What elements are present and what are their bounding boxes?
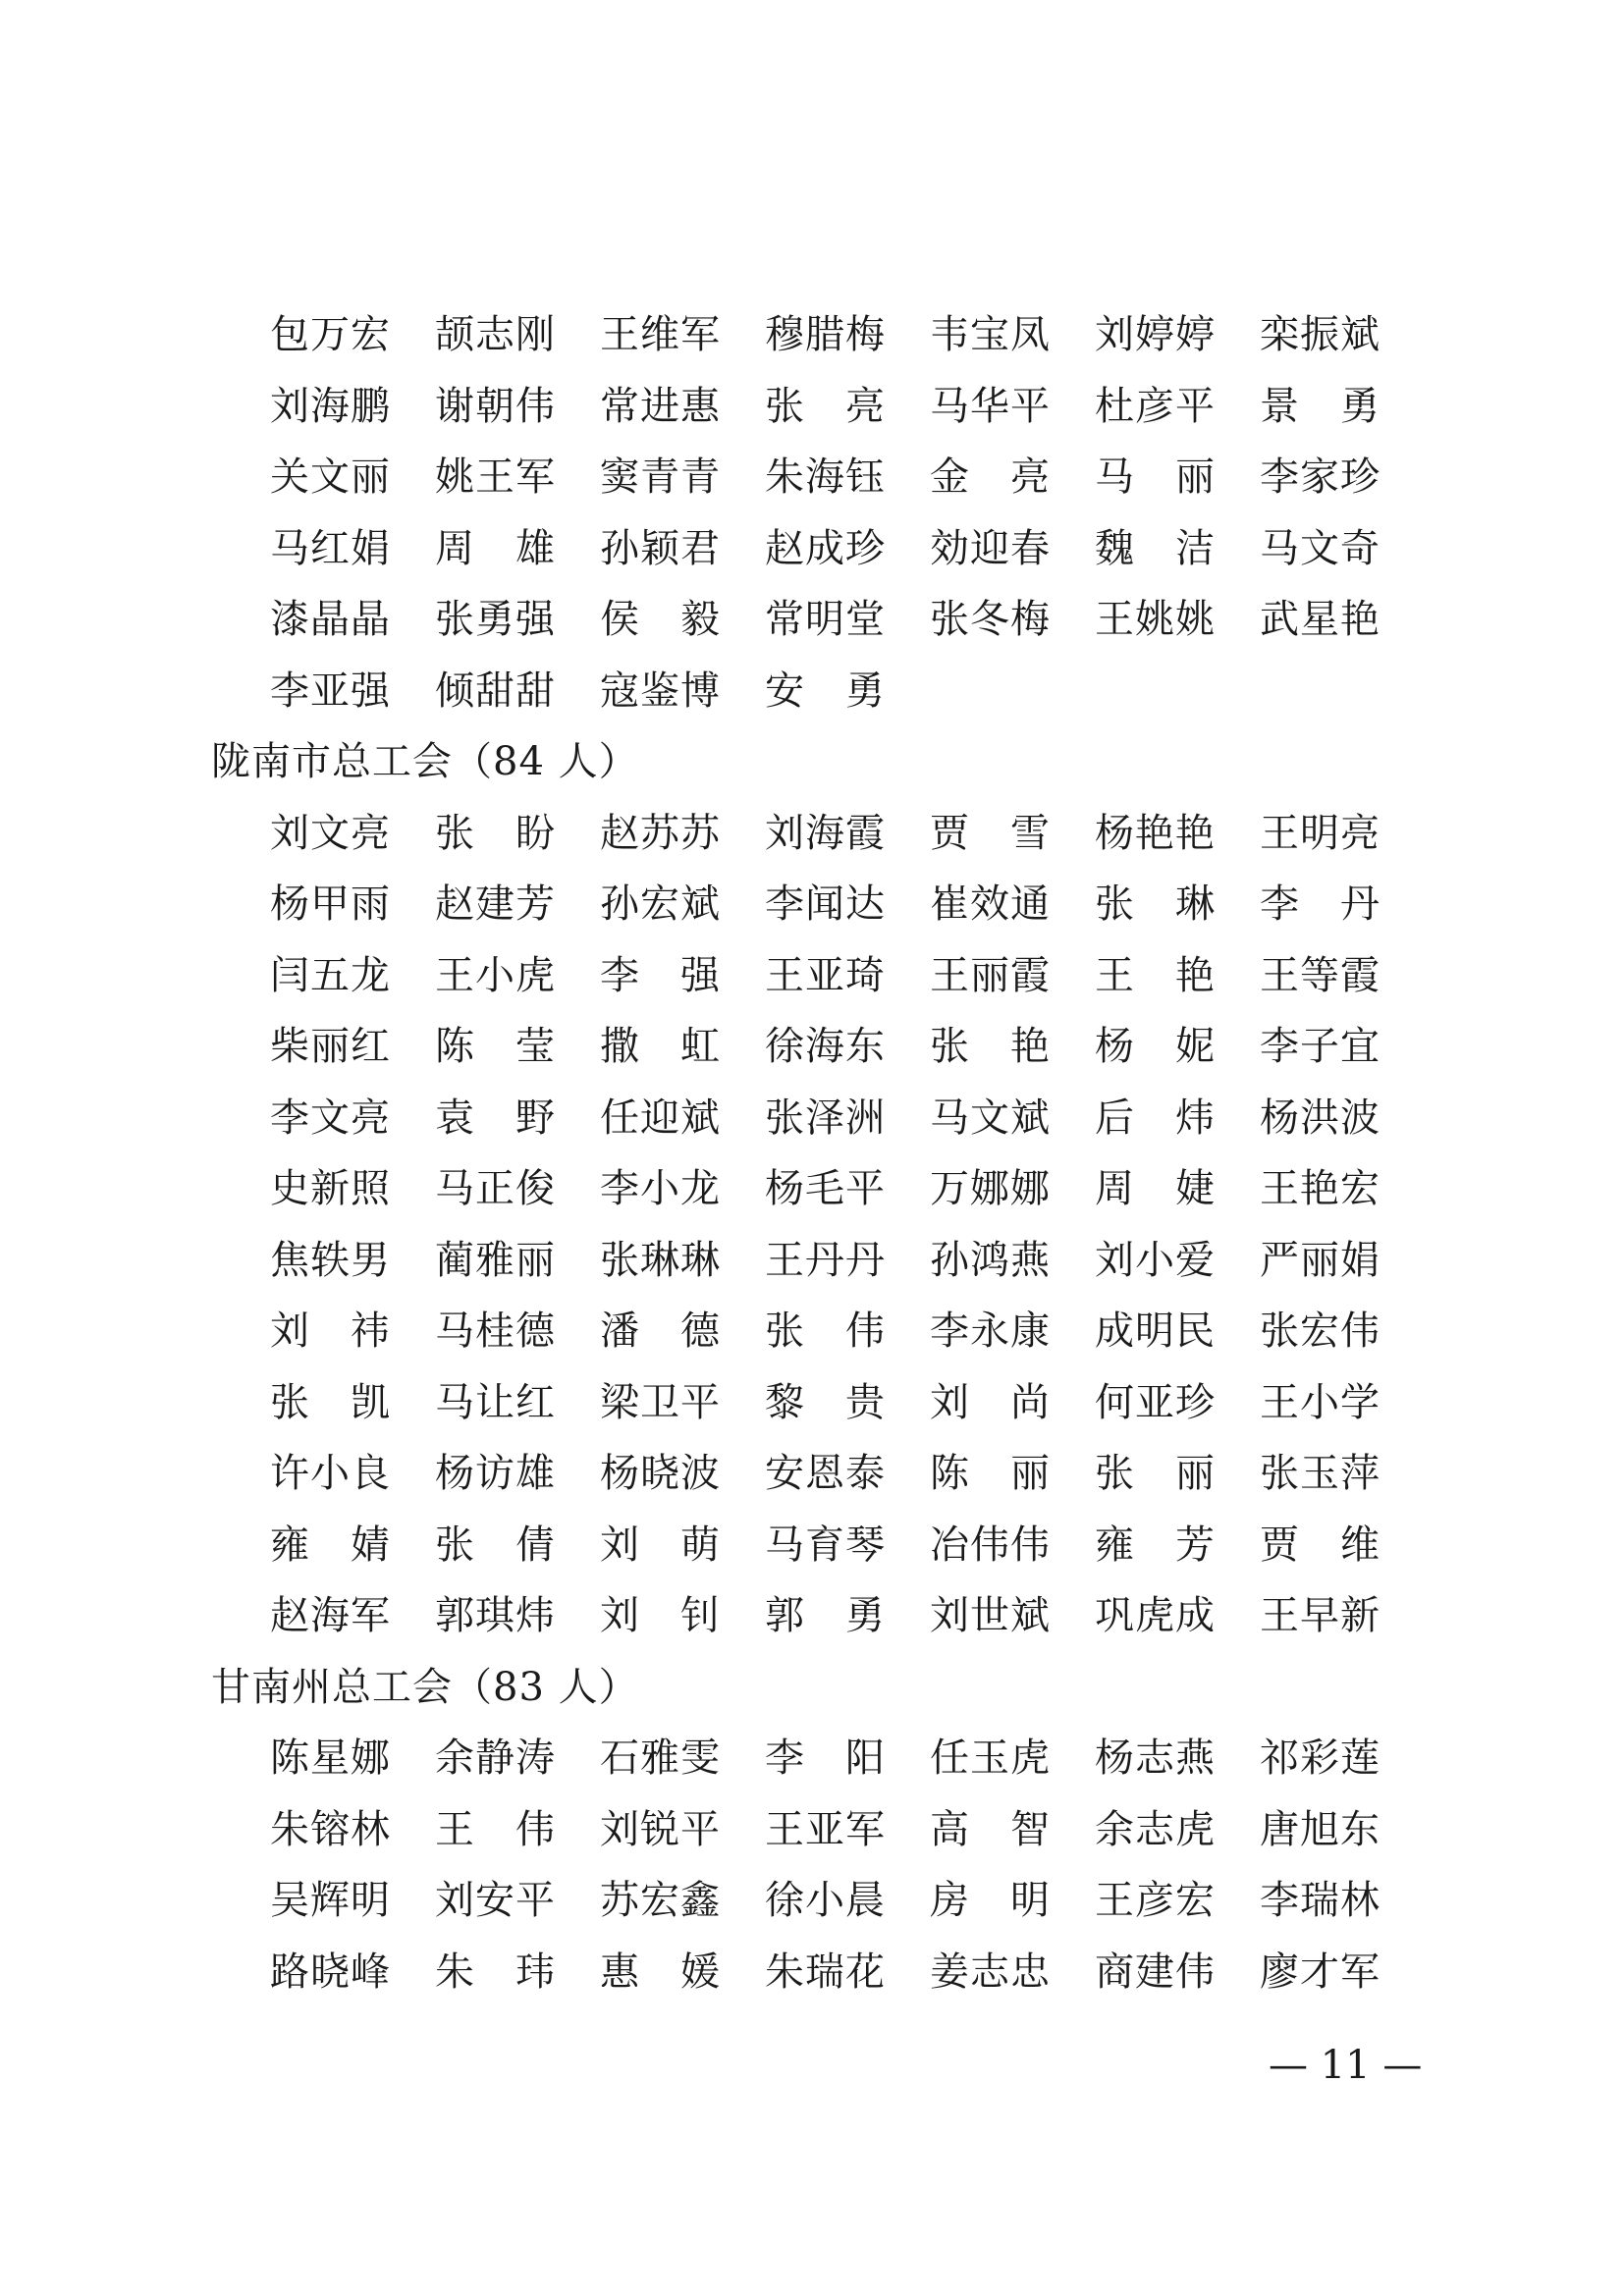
person-name: 王艳宏: [1260, 1166, 1380, 1212]
person-name: 刘海鹏: [270, 383, 391, 429]
person-name: 李瑞林: [1260, 1878, 1380, 1924]
person-name: 张 亮: [765, 383, 886, 429]
person-name: 包万宏: [270, 312, 391, 358]
person-name: 李 丹: [1260, 881, 1380, 928]
person-name: 姜志忠: [930, 1949, 1051, 1995]
person-name: 韦宝凤: [930, 312, 1051, 358]
person-name: 张琳琳: [600, 1237, 721, 1283]
person-name: 马桂德: [435, 1308, 556, 1355]
section-heading: 陇南市总工会（84 人）: [211, 739, 639, 785]
person-name: 効迎春: [930, 525, 1051, 571]
person-name: 张勇强: [435, 597, 556, 643]
person-name: 许小良: [270, 1451, 391, 1497]
person-name: 杨艳艳: [1095, 810, 1216, 856]
person-name: 贾 雪: [930, 810, 1051, 856]
name-row: [270, 1510, 1419, 1581]
person-name: 房 明: [930, 1878, 1051, 1924]
name-row: [270, 442, 1419, 513]
person-name: 梁卫平: [600, 1379, 721, 1425]
person-name: 倾甜甜: [435, 667, 556, 714]
name-row: [270, 513, 1419, 585]
person-name: 李永康: [930, 1308, 1051, 1355]
person-name: 王丽霞: [930, 952, 1051, 998]
person-name: 杨访雄: [435, 1451, 556, 1497]
person-name: 巩虎成: [1095, 1593, 1216, 1639]
person-name: 张 琳: [1095, 881, 1216, 928]
person-name: 路晓峰: [270, 1949, 391, 1995]
person-name: 刘 萌: [600, 1522, 721, 1568]
person-name: 李 阳: [765, 1735, 886, 1782]
person-name: 朱瑞花: [765, 1949, 886, 1995]
person-name: 陈 莹: [435, 1024, 556, 1070]
person-name: 严丽娟: [1260, 1237, 1380, 1283]
person-name: 李小龙: [600, 1166, 721, 1212]
person-name: 陈星娜: [270, 1735, 391, 1782]
person-name: 郭琪炜: [435, 1593, 556, 1639]
person-name: 马 丽: [1095, 454, 1216, 501]
person-name: 张 盼: [435, 810, 556, 856]
person-name: 周 婕: [1095, 1166, 1216, 1212]
name-row: [270, 1865, 1419, 1937]
person-name: 李亚强: [270, 667, 391, 714]
name-row: [270, 584, 1419, 656]
person-name: 焦轶男: [270, 1237, 391, 1283]
person-name: 惠 媛: [600, 1949, 721, 1995]
person-name: 安 勇: [765, 667, 886, 714]
person-name: 张 伟: [765, 1308, 886, 1355]
person-name: 周 雄: [435, 525, 556, 571]
person-name: 任玉虎: [930, 1735, 1051, 1782]
person-name: 孙宏斌: [600, 881, 721, 928]
person-name: 后 炜: [1095, 1095, 1216, 1141]
person-name: 闫五龙: [270, 952, 391, 998]
person-name: 杨晓波: [600, 1451, 721, 1497]
person-name: 王姚姚: [1095, 597, 1216, 643]
person-name: 王小学: [1260, 1379, 1380, 1425]
person-name: 王明亮: [1260, 810, 1380, 856]
person-name: 柴丽红: [270, 1024, 391, 1070]
person-name: 刘 尚: [930, 1379, 1051, 1425]
name-row: [270, 940, 1419, 1012]
person-name: 孙鸿燕: [930, 1237, 1051, 1283]
person-name: 马让红: [435, 1379, 556, 1425]
person-name: 马育琴: [765, 1522, 886, 1568]
person-name: 杨志燕: [1095, 1735, 1216, 1782]
name-row: [270, 869, 1419, 940]
name-row: [270, 1367, 1419, 1439]
person-name: 寇鉴博: [600, 667, 721, 714]
person-name: 徐小晨: [765, 1878, 886, 1924]
person-name: 王 艳: [1095, 952, 1216, 998]
person-name: 朱镕林: [270, 1806, 391, 1852]
name-row: [270, 1937, 1419, 2008]
person-name: 何亚珍: [1095, 1379, 1216, 1425]
person-name: 杨毛平: [765, 1166, 886, 1212]
person-name: 陈 丽: [930, 1451, 1051, 1497]
person-name: 马正俊: [435, 1166, 556, 1212]
person-name: 崔效通: [930, 881, 1051, 928]
name-row: [270, 1225, 1419, 1297]
person-name: 李 强: [600, 952, 721, 998]
person-name: 刘海霞: [765, 810, 886, 856]
person-name: 刘 钊: [600, 1593, 721, 1639]
person-name: 赵苏苏: [600, 810, 721, 856]
name-list: [211, 299, 1419, 2007]
person-name: 王 伟: [435, 1806, 556, 1852]
person-name: 刘安平: [435, 1878, 556, 1924]
person-name: 冶伟伟: [930, 1522, 1051, 1568]
person-name: 赵建芳: [435, 881, 556, 928]
person-name: 张宏伟: [1260, 1308, 1380, 1355]
person-name: 王亚琦: [765, 952, 886, 998]
person-name: 张 倩: [435, 1522, 556, 1568]
person-name: 张 凯: [270, 1379, 391, 1425]
person-name: 史新照: [270, 1166, 391, 1212]
section-heading: 甘南州总工会（83 人）: [211, 1664, 639, 1710]
person-name: 刘婷婷: [1095, 312, 1216, 358]
name-row: [270, 1438, 1419, 1510]
person-name: 朱海钰: [765, 454, 886, 501]
person-name: 成明民: [1095, 1308, 1216, 1355]
person-name: 侯 毅: [600, 597, 721, 643]
person-name: 高 智: [930, 1806, 1051, 1852]
person-name: 唐旭东: [1260, 1806, 1380, 1852]
person-name: 赵海军: [270, 1593, 391, 1639]
person-name: 漆晶晶: [270, 597, 391, 643]
name-row: [270, 1794, 1419, 1866]
person-name: 栾振斌: [1260, 312, 1380, 358]
person-name: 马文斌: [930, 1095, 1051, 1141]
person-name: 王维军: [600, 312, 721, 358]
person-name: 常明堂: [765, 597, 886, 643]
person-name: 马华平: [930, 383, 1051, 429]
person-name: 王丹丹: [765, 1237, 886, 1283]
person-name: 金 亮: [930, 454, 1051, 501]
person-name: 杨洪波: [1260, 1095, 1380, 1141]
person-name: 刘文亮: [270, 810, 391, 856]
person-name: 撒 虹: [600, 1024, 721, 1070]
person-name: 苏宏鑫: [600, 1878, 721, 1924]
name-row: [270, 1153, 1419, 1225]
person-name: 张 艳: [930, 1024, 1051, 1070]
person-name: 石雅雯: [600, 1735, 721, 1782]
person-name: 刘世斌: [930, 1593, 1051, 1639]
person-name: 蔺雅丽: [435, 1237, 556, 1283]
name-row: [270, 299, 1419, 371]
person-name: 景 勇: [1260, 383, 1380, 429]
person-name: 潘 德: [600, 1308, 721, 1355]
person-name: 颉志刚: [435, 312, 556, 358]
person-name: 王小虎: [435, 952, 556, 998]
person-name: 李文亮: [270, 1095, 391, 1141]
name-row: [270, 1580, 1419, 1652]
person-name: 余志虎: [1095, 1806, 1216, 1852]
person-name: 商建伟: [1095, 1949, 1216, 1995]
person-name: 袁 野: [435, 1095, 556, 1141]
person-name: 关文丽: [270, 454, 391, 501]
person-name: 刘锐平: [600, 1806, 721, 1852]
person-name: 廖才军: [1260, 1949, 1380, 1995]
person-name: 穆腊梅: [765, 312, 886, 358]
name-row: [270, 1083, 1419, 1154]
person-name: 张 丽: [1095, 1451, 1216, 1497]
person-name: 王早新: [1260, 1593, 1380, 1639]
name-row: [270, 371, 1419, 443]
person-name: 徐海东: [765, 1024, 886, 1070]
page-number: — 11 —: [1269, 2043, 1423, 2088]
person-name: 杨 妮: [1095, 1024, 1216, 1070]
person-name: 余静涛: [435, 1735, 556, 1782]
person-name: 郭 勇: [765, 1593, 886, 1639]
person-name: 常进惠: [600, 383, 721, 429]
name-row: [270, 1011, 1419, 1083]
name-row: [270, 1723, 1419, 1794]
name-row: [270, 1296, 1419, 1367]
person-name: 雍 婧: [270, 1522, 391, 1568]
person-name: 万娜娜: [930, 1166, 1051, 1212]
person-name: 刘 祎: [270, 1308, 391, 1355]
person-name: 刘小爱: [1095, 1237, 1216, 1283]
person-name: 杜彦平: [1095, 383, 1216, 429]
person-name: 马文奇: [1260, 525, 1380, 571]
person-name: 谢朝伟: [435, 383, 556, 429]
person-name: 张冬梅: [930, 597, 1051, 643]
person-name: 杨甲雨: [270, 881, 391, 928]
person-name: 李子宜: [1260, 1024, 1380, 1070]
person-name: 窦青青: [600, 454, 721, 501]
person-name: 李家珍: [1260, 454, 1380, 501]
person-name: 黎 贵: [765, 1379, 886, 1425]
person-name: 马红娟: [270, 525, 391, 571]
person-name: 李闻达: [765, 881, 886, 928]
person-name: 任迎斌: [600, 1095, 721, 1141]
person-name: 贾 维: [1260, 1522, 1380, 1568]
person-name: 张玉萍: [1260, 1451, 1380, 1497]
person-name: 姚王军: [435, 454, 556, 501]
person-name: 武星艳: [1260, 597, 1380, 643]
person-name: 王彦宏: [1095, 1878, 1216, 1924]
person-name: 王亚军: [765, 1806, 886, 1852]
name-row: [270, 798, 1419, 870]
person-name: 赵成珍: [765, 525, 886, 571]
person-name: 朱 玮: [435, 1949, 556, 1995]
person-name: 王等霞: [1260, 952, 1380, 998]
person-name: 张泽洲: [765, 1095, 886, 1141]
person-name: 魏 洁: [1095, 525, 1216, 571]
name-row: [270, 656, 1419, 727]
person-name: 祁彩莲: [1260, 1735, 1380, 1782]
person-name: 雍 芳: [1095, 1522, 1216, 1568]
person-name: 孙颖君: [600, 525, 721, 571]
person-name: 吴辉明: [270, 1878, 391, 1924]
person-name: 安恩泰: [765, 1451, 886, 1497]
